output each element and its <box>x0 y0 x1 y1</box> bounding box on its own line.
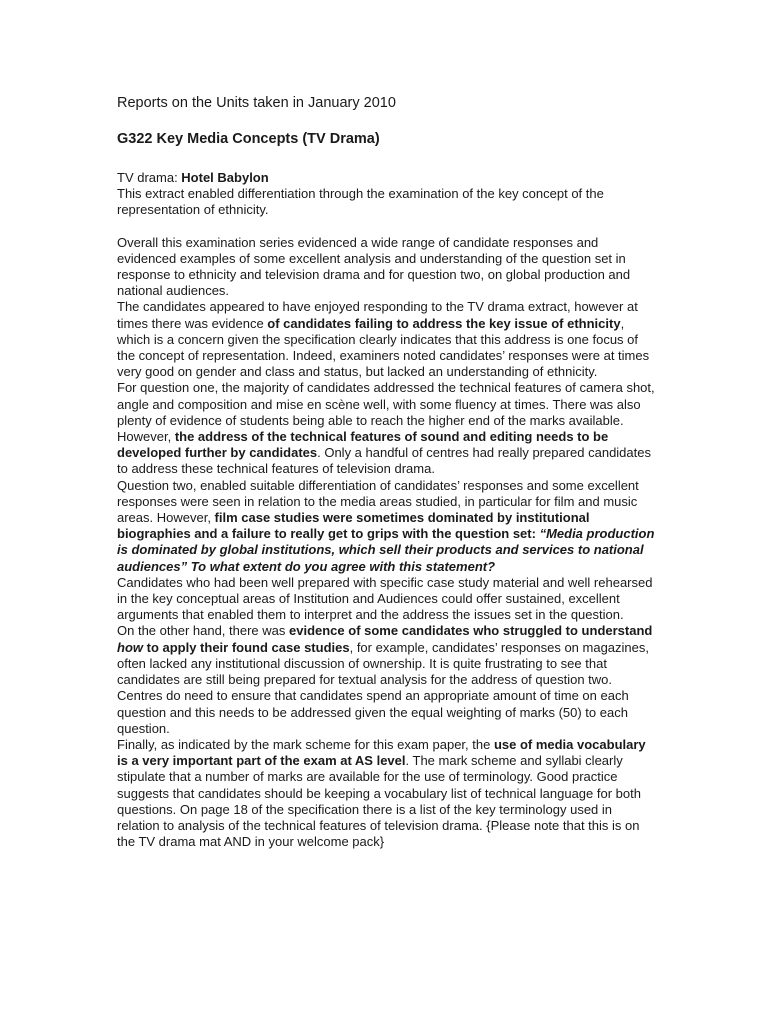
text-run: On the other hand, there was <box>117 623 289 639</box>
text-run: . Only a handful of centres had really prepared candidates to address these technical features of television drama. <box>117 445 651 477</box>
text-run: Finally, as indicated by the mark scheme for this exam paper, the <box>117 736 494 752</box>
intro-label: TV drama: <box>117 170 182 185</box>
bold-run: use of media vocabulary is a very important part of the exam at AS level <box>117 736 646 769</box>
paragraph-gap <box>117 219 657 235</box>
text-run: For question one, the majority of candidates addressed the technical features of camera shot, angle and composition and mise en scène well, with some fluency at times. There was also plenty of evidence of students being able to reach the higher end of the marks available. However, <box>117 380 655 445</box>
paragraph-overall: Overall this examination series evidenced a wide range of candidate responses and evidenced examples of some excellent analysis and understanding of the question set in response to ethnicity and television drama and for question two, on global production and national audiences. <box>117 234 631 299</box>
bold-run: to apply their found case studies <box>143 639 350 655</box>
bold-run: the address of the technical features of sound and editing needs to be developed further by candidates <box>117 429 609 461</box>
bold-italic-run: how <box>117 639 143 655</box>
text-run: , for example, candidates’ responses on magazines, often lacked any institutional discussion of ownership. It is quite frustrating to see that candidates are still being prepared for textual analysis for the address of question two. <box>117 639 649 688</box>
paragraph-well-prepared: Candidates who had been well prepared with specific case study material and well rehearsed in the key conceptual areas of Institution and Audiences could offer sustained, excellent arguments that enabled them to interpret and the address the issues set in the question. <box>117 574 653 623</box>
intro-paragraph <box>117 170 657 219</box>
paragraph-time: Centres do need to ensure that candidates spend an appropriate amount of time on each question and this needs to be addressed given the equal weighting of marks (50) to each question. <box>117 688 629 736</box>
text-run: . The mark scheme and syllabi clearly stipulate that a number of marks are available for the use of terminology. Good practice suggests that candidates should be keeping a vocabulary list of technical language for both questions. On page 18 of the specification there is a list of the key terminology used in relation to analysis of the technical features of television drama. {Please note that this is on the TV drama mat AND in your welcome pack} <box>117 753 641 850</box>
text-run: The candidates appeared to have enjoyed responding to the TV drama extract, however at times there was evidence <box>117 299 638 331</box>
paragraph-ethnicity <box>117 299 657 380</box>
paragraph-vocabulary <box>117 737 657 850</box>
drama-name: Hotel Babylon <box>181 170 269 185</box>
text-run: , which is a concern given the specification clearly indicates that this address is one focus of the concept of representation. Indeed, examiners noted candidates’ responses were at times very good on gender and class and status, but lacked an understanding of ethnicity. <box>117 315 650 380</box>
text-run: Question two, enabled suitable differentiation of candidates’ responses and some excellent responses were seen in relation to the media areas studied, in particular for film and music areas. However, <box>117 477 639 526</box>
bold-run: evidence of some candidates who struggled to understand <box>289 623 653 639</box>
bold-italic-run: “Media production is dominated by global institutions, which sell their products and services to national audiences” To what extent do you agree with this statement? <box>117 526 655 574</box>
bold-run: film case studies were sometimes dominated by institutional biographies and a failure to really get to grips with the question set: <box>117 510 590 542</box>
paragraph-question-one <box>117 380 657 477</box>
paragraph-question-two <box>117 478 657 575</box>
bold-run: of candidates failing to address the key issue of ethnicity <box>267 315 621 331</box>
report-header: Reports on the Units taken in January 2010 <box>117 95 396 111</box>
intro-description: This extract enabled differentiation through the examination of the key concept of the representation of ethnicity. <box>117 186 604 218</box>
document-page <box>117 94 657 850</box>
paragraph-other-hand <box>117 623 657 688</box>
document-title: G322 Key Media Concepts (TV Drama) <box>117 131 380 147</box>
